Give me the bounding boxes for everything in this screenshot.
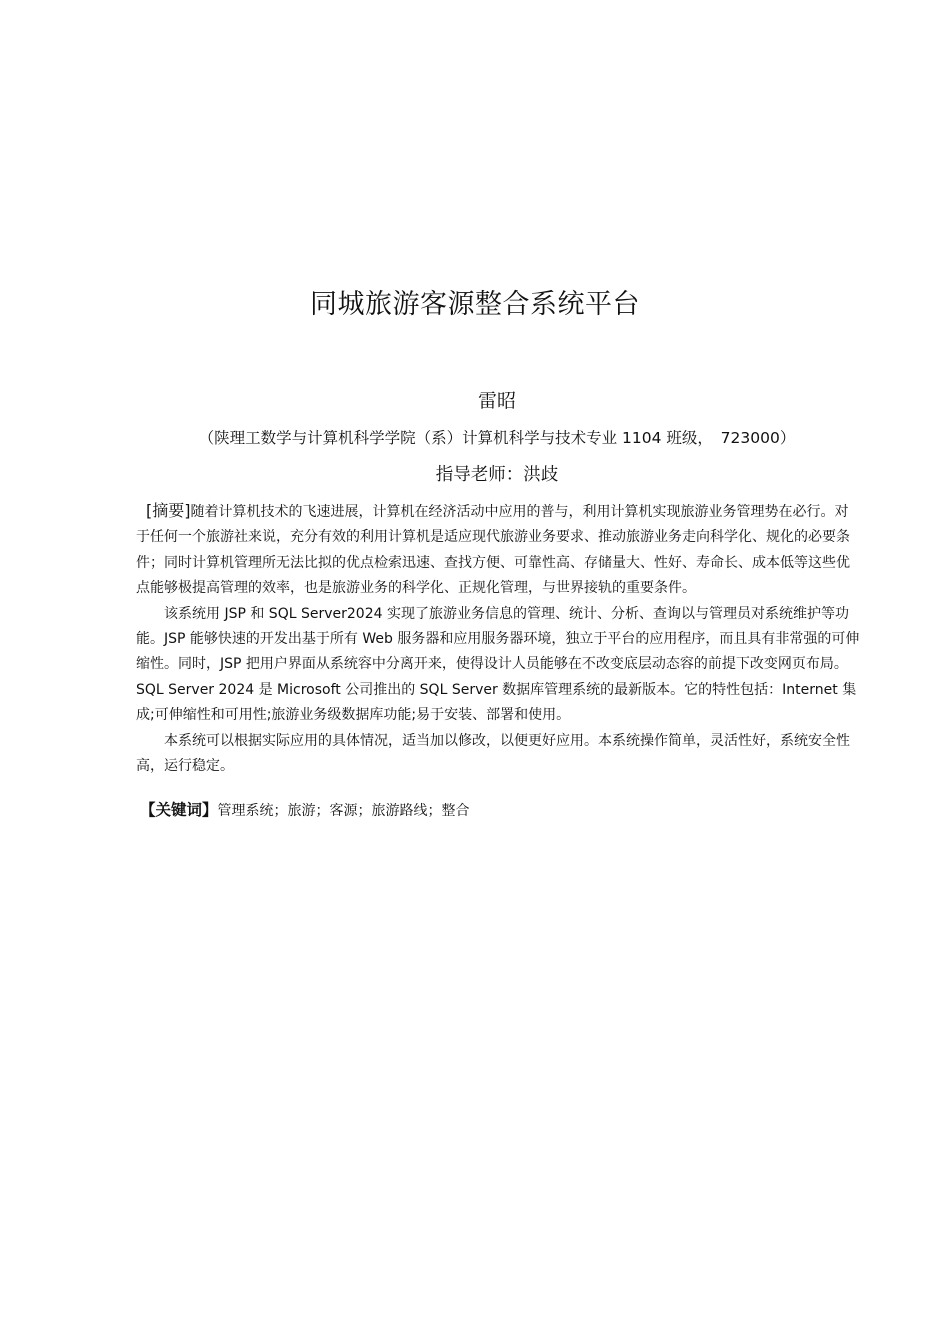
abstract-text-1: 随着计算机技术的飞速进展，计算机在经济活动中应用的普与，利用计算机实现旅游业务管理势在必行。对于任何一个旅游社来说，充分有效的利用计算机是适应现代旅游业务要求、推动旅游业务走向科学化、规化的必要条件；同时计算机管理所无法比拟的优点检索迅速、查找方便、可靠性高、存储量大、性好、寿命长、成本低等这些优点能够极提高管理的效率，也是旅游业务的科学化、正规化管理，与世界接轨的重要条件。: [136, 504, 850, 597]
abstract-section: [136, 498, 860, 779]
paper-title: 同城旅游客源整合系统平台: [310, 289, 640, 320]
abstract-paragraph-3: 本系统可以根据实际应用的具体情况，适当加以修改，以便更好应用。本系统操作简单，灵活性好，系统安全性高，运行稳定。: [136, 732, 850, 775]
keywords-section: [136, 798, 860, 824]
abstract-paragraph-1: [136, 498, 860, 602]
abstract-label: [摘要]: [146, 501, 191, 520]
author-name: 雷昭: [477, 390, 516, 412]
abstract-paragraph-2: 该系统用 JSP 和 SQL Server2024 实现了旅游业务信息的管理、统计、分析、查询以与管理员对系统维护等功能。JSP 能够快速的开发出基于所有 Web 服务器和应用服务器环境，独立于平台的应用程序，而且具有非常强的可伸缩性。同时，JSP 把用户界面从系统容中分离开来，使得设计人员能够在不改变底层动态容的前提下改变网页布局。SQL Server 2024 是 Microsoft 公司推出的 SQL Server 数据库管理系统的最新版本。它的特性包括：Internet 集成;可伸缩性和可用性;旅游业务级数据库功能;易于安装、部署和使用。: [136, 605, 860, 724]
keywords-text: 管理系统；旅游；客源；旅游路线；整合: [217, 803, 470, 819]
advisor-name: 指导老师：洪歧: [435, 465, 559, 485]
keywords-label: 【关键词】: [140, 801, 218, 819]
author-affiliation: （陕理工数学与计算机科学学院（系）计算机科学与技术专业 1104 班级， 723000）: [198, 429, 796, 447]
